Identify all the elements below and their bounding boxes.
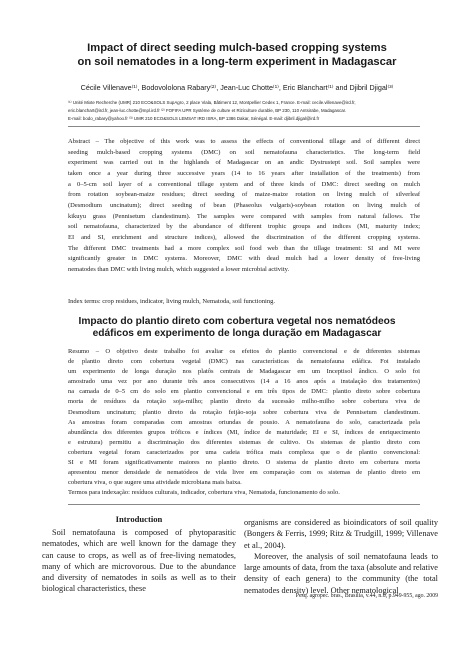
introduction-heading: Introduction (115, 514, 163, 524)
index-terms-english: Index terms: crop residues, indicator, living mulch, Nematoda, soil functioning. (68, 298, 275, 305)
abstract-en-line: Abstract – The objective of this work was to assess the effects of conventional tillage and of different direct (68, 138, 420, 145)
journal-footer: Pesq. agropec. bras., Brasília, v.44, n.8, p.949-955, ago. 2009 (295, 593, 438, 599)
abstract-english (68, 137, 420, 276)
affiliations (68, 99, 420, 123)
abstract-en-line: nematodes than DMC with living mulch, which suggested a lower microbial activity. (68, 265, 290, 273)
introduction-left-column (42, 527, 236, 595)
title-pt-line-2: edáficos em experimento de longa duração em Madagascar (92, 328, 382, 340)
abstract-pt-line: abundância dos diferentes grupos tróficos e índices (MI, índice de maturidade; EI e SI, índices de enriquecimento (68, 428, 420, 436)
abstract-en-line: seeding mulch-based cropping systems (DMC) on soil nematofauna characteristics. The long-term field (68, 148, 420, 156)
introduction-paragraph-1: Soil nematofauna is composed of phytoparasitic nematodes, which are well known for the damage they can cause to crops, as well as of free-living nematodes, many of which are microvorous. Due to the abundance and diversity of nematodes in soils as well as to their biological characteristics, these (42, 528, 236, 594)
introduction-right-column (244, 517, 438, 596)
abstract-en-line: EI and SI, enrichment and structure indices), allowed the discrimination of the different cropping systems. (68, 233, 420, 241)
divider-bottom (68, 504, 420, 505)
abstract-pt-line: amostrado uma vez por ano durante três anos consecutivos (14 a 16 anos após a instalação dos tratamentos) (68, 378, 420, 386)
abstract-portuguese (68, 347, 420, 488)
abstract-en-line: The different DMC treatments had a more complex soil food web than the tillage treatment: SI and MI were (68, 244, 420, 252)
introduction-paragraph-2: Moreover, the analysis of soil nematofauna leads to large amounts of data, from the taxa (absolute and relative density of each genera) to the community (the total nematodes density) level. Other nematological (244, 551, 438, 595)
abstract-en-line: soil nematofauna, characterized by the abundance of different trophic groups and indices (MI, maturity index; (68, 223, 420, 231)
abstract-pt-line: SI e MI foram significativamente maiores no plantio direto. O sistema de plantio direto em cobertura morta (68, 459, 420, 467)
divider-top (68, 126, 420, 127)
introduction-paragraph-continued: organisms are considered as bioindicators of soil quality (Bongers & Ferris, 1999; Ritz & Trudgill, 1999; Villenave et al., 2004). (244, 518, 438, 550)
abstract-en-line: taken once a year during three successive years (14 to 16 years after installation of the treatments) from (68, 169, 420, 177)
article-title (40, 42, 434, 69)
title-portuguese (40, 316, 434, 341)
abstract-en-line: (Desmodium uncinatum); direct seeding of bean (Phaseolus vulgaris)-soybean rotation on living mulch of (68, 201, 420, 209)
abstract-en-line: kikuyu grass (Pennisetum clandestinum). The samples were compared with samples from natural fallows. The (68, 212, 420, 220)
affiliation-line-3: E-mail: bodo_rabary@yahoo.fr ⁽³⁾ UMR 210 ECO&SOLS LEMSAT IRD ISRA, BP 1386 Dakar, Sénégal. E-mail: djibril.djigal@ird.fr (68, 115, 320, 121)
title-line-2: on soil nematodes in a long-term experiment in Madagascar (77, 55, 397, 68)
abstract-pt-line: de plantio direto com cobertura vegetal (DMC) nas características da nematofauna edáfica. Foi instalado (68, 358, 420, 366)
affiliation-line-1: ⁽¹⁾ Unité Mixte Recherche (UMR) 210 ECO&SOLS SupAgro, 2 place Viala, Bâtiment 12, Montpellier Cedex 1, France. E-mail: cecile.villenave@ird.fr, (68, 100, 356, 105)
author-list: Cécile Villenave⁽¹⁾, Bodovololona Rabary⁽²⁾, Jean-Luc Chotte⁽¹⁾, Eric Blanchart⁽¹⁾ and Djibril Djigal⁽³⁾ (80, 83, 394, 92)
abstract-pt-line: Desmodium uncinatum; plantio direto da rotação feijão-soja sobre cobertura viva de Pennisetum clandestinum. (68, 408, 420, 416)
abstract-pt-line: um experimento de longa duração nos platôs centrais de Madagascar em um Inceptisol ândico. O solo foi (68, 368, 420, 376)
abstract-pt-line: cobertura vegetal foram caracterizados por uma cadeia trófica mais complexa que o de plantio convencional: (68, 448, 420, 456)
abstract-en-line: significantly greater in DMC systems. Moreover, DMC with dead mulch had a lower density of free-living (68, 255, 420, 263)
abstract-pt-line: As amostras foram comparadas com amostras oriundas de pousio. A nematofauna do solo, caracterizada pela (68, 418, 420, 426)
affiliation-line-2: eric.blanchart@ird.fr, jean-luc.chotte@mpl.ird.fr ⁽²⁾ FOFIFA UPR Système de culture et Riziculture durable, BP 230, 110 Antsirabe, Madagascar. (68, 107, 347, 113)
index-terms-portuguese: Termos para indexação: resíduos culturais, indicador, cobertura viva, Nematoda, funcionamento do solo. (68, 489, 340, 496)
abstract-pt-line: na camada de 0–5 cm do solo em plantio convencional e em três tipos de DMC: plantio direto sobre cobertura (68, 388, 420, 396)
abstract-pt-line: apresentou menor densidade de nematódeos de vida livre em comparação com os sistemas de plantio direto em (68, 469, 420, 477)
title-line-1: Impact of direct seeding mulch-based cropping systems (87, 42, 387, 54)
abstract-pt-line: cobertura viva, o que sugere uma atividade microbiana mais baixa. (68, 479, 242, 487)
title-pt-line-1: Impacto do plantio direto com cobertura vegetal nos nematódeos (78, 316, 396, 327)
abstract-en-line: a 0–5-cm soil layer of a conventional tillage system and of three kinds of DMC: direct seeding on mulch (68, 180, 420, 188)
abstract-en-line: from rotation soybean-maize residues; direct seeding of maize-maize rotation on living mulch of silverleaf (68, 191, 420, 199)
abstract-pt-line: e estrutura) permitiu a discriminação dos diferentes sistemas de cultivo. Os sistemas de plantio direto com (68, 438, 420, 446)
abstract-en-line: experiment was carried out in the highlands of Madagascar on an andic Dystrustept soil. Soil samples were (68, 159, 420, 167)
abstract-pt-line: morta de resíduos da rotação soja-milho; plantio direto da sucessão milho-milho sobre cobertura viva de (68, 398, 420, 406)
abstract-pt-line: Resumo – O objetivo deste trabalho foi avaliar os efeitos do plantio convencional e de diferentes sistemas (68, 348, 420, 355)
